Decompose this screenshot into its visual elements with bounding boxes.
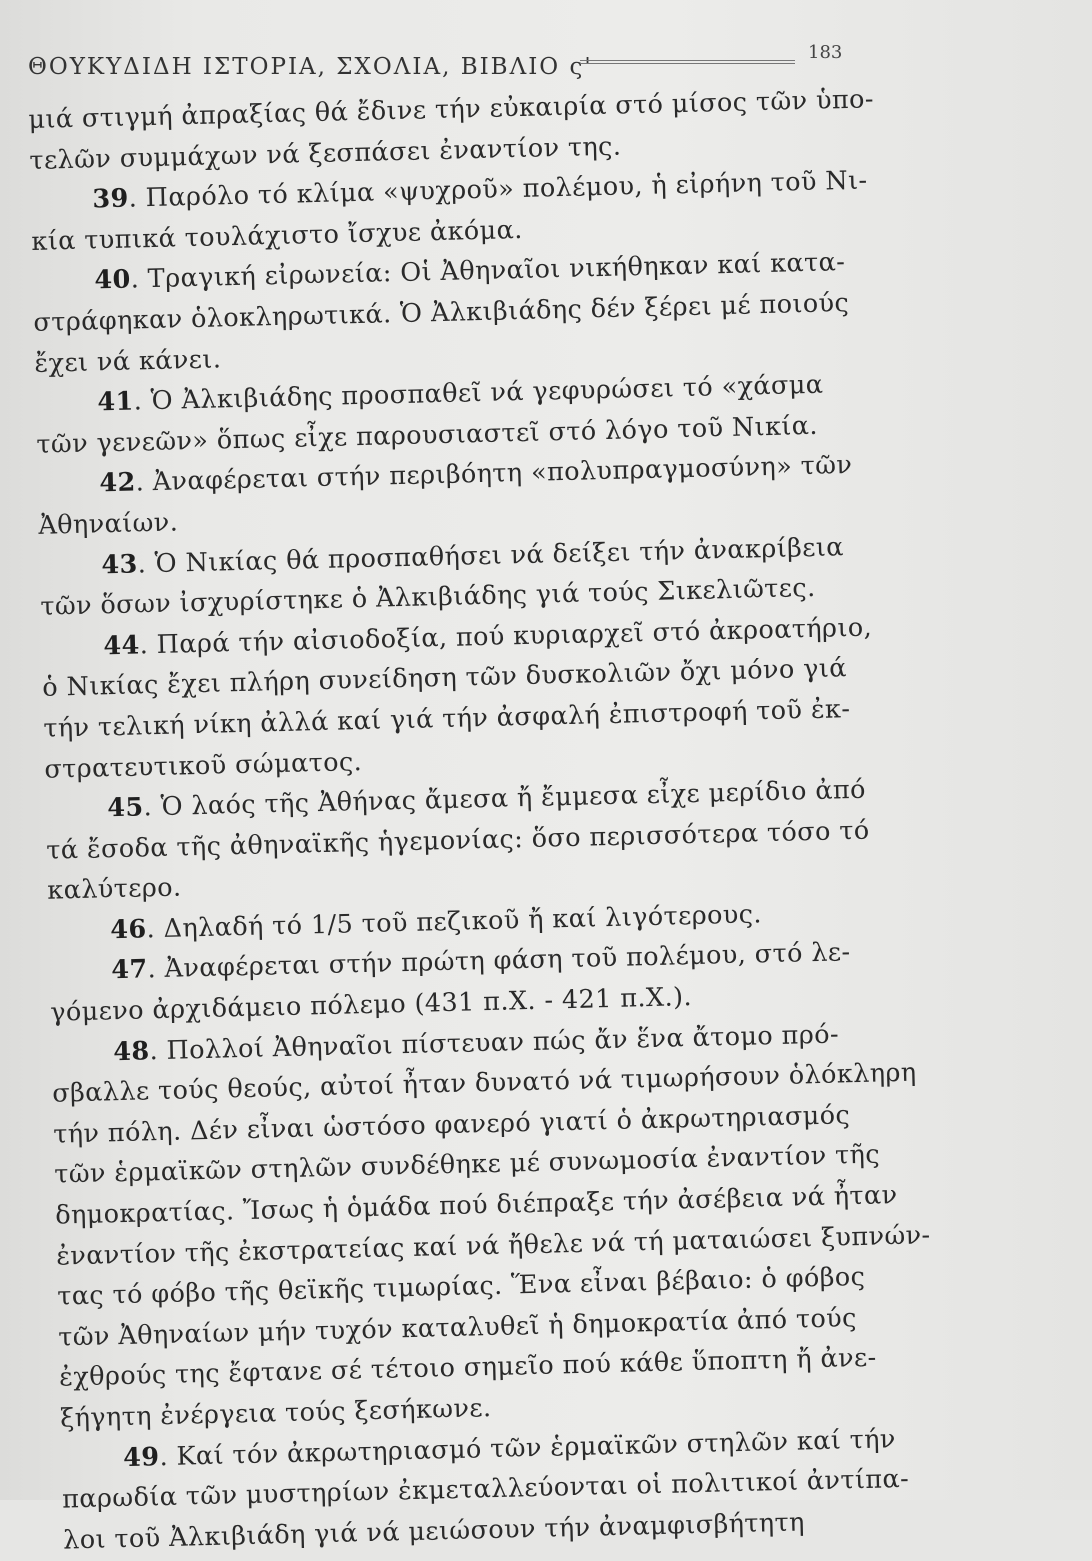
note-number: 49 — [122, 1441, 160, 1473]
line-text: ἔχει νά κάνει. — [34, 343, 222, 379]
line-text: . Καί τόν ἀκρωτηριασμό τῶν ἑρμαϊκῶν στηλῶν καί τήν — [159, 1423, 897, 1472]
page-number: 183 — [808, 42, 843, 63]
line-text: . Ἀναφέρεται στήν περιβόητη «πολυπραγμοσύνη» τῶν — [135, 450, 853, 498]
header-rule — [580, 60, 795, 64]
note-number: 43 — [101, 548, 139, 580]
line-text: τήν πόλη. Δέν εἶναι ὡστόσο φανερό γιατί ὁ ἀκρωτηριασμός — [52, 1100, 851, 1150]
note-number: 39 — [92, 183, 130, 215]
note-number: 40 — [94, 264, 132, 296]
note-number: 46 — [109, 914, 147, 946]
line-text: ἐναντίον τῆς ἐκστρατείας καί νά ἤθελε νά τή ματαιώσει ξυπνών- — [55, 1219, 931, 1272]
notes-body — [28, 80, 931, 1561]
line-text: τῶν Ἀθηναίων μήν τυχόν καταλυθεῖ ἡ δημοκρατία ἀπό τούς — [57, 1302, 858, 1353]
line-text: . Τραγική εἰρωνεία: Οἱ Ἀθηναῖοι νικήθηκαν καί κατα- — [130, 247, 846, 295]
note-number: 42 — [99, 467, 137, 499]
line-text: λοι τοῦ Ἀλκιβιάδη γιά νά μειώσουν τήν ἀναμφισβήτητη — [62, 1507, 806, 1556]
line-text: καλύτερο. — [46, 872, 182, 907]
line-text: στράφηκαν ὁλοκληρωτικά. Ὁ Ἀλκιβιάδης δέν ξέρει μέ ποιούς — [33, 287, 850, 338]
line-text: . Ἀναφέρεται στήν πρώτη φάση τοῦ πολέμου, στό λε- — [147, 937, 851, 985]
line-text: ξήγητη ἐνέργεια τούς ξεσήκωνε. — [59, 1393, 492, 1434]
line-text: τῶν γενεῶν» ὅπως εἶχε παρουσιαστεῖ στό λόγο τοῦ Νικία. — [36, 410, 819, 460]
line-text: . Πολλοί Ἀθηναῖοι πίστευαν πώς ἄν ἕνα ἄτομο πρό- — [149, 1019, 840, 1066]
line-text: τῶν ὅσων ἰσχυρίστηκε ὁ Ἀλκιβιάδης γιά τούς Σικελιῶτες. — [40, 573, 816, 622]
line-text: σβαλλε τούς θεούς, αὐτοί ἦταν δυνατό νά τιμωρήσουν ὁλόκληρη — [51, 1057, 917, 1109]
line-text: . Ὁ Νικίας θά προσπαθήσει νά δείξει τήν ἀνακρίβεια — [137, 531, 845, 579]
line-text: τήν τελική νίκη ἀλλά καί γιά τήν ἀσφαλή ἐπιστροφή τοῦ ἐκ- — [42, 694, 851, 744]
line-text: . Παρά τήν αἰσιοδοξία, πού κυριαρχεῖ στό ἀκροατήριο, — [139, 612, 873, 661]
line-text: Ἀθηναίων. — [38, 507, 179, 541]
note-number: 48 — [112, 1035, 150, 1067]
line-text: μιά στιγμή ἀπραξίας θά ἔδινε τήν εὐκαιρία στό μίσος τῶν ὑπο- — [28, 84, 875, 135]
line-text: τας τό φόβο τῆς θεϊκῆς τιμωρίας. Ἕνα εἶναι βέβαιο: ὁ φόβος — [56, 1262, 866, 1312]
line-text: ἐχθρούς της ἔφτανε σέ τέτοιο σημεῖο πού κάθε ὕποπτη ἤ ἀνε- — [58, 1343, 877, 1394]
running-header — [28, 42, 843, 88]
line-text: δημοκρατίας. Ἴσως ἡ ὁμάδα πού διέπραξε τήν ἀσέβεια νά ἦταν — [54, 1180, 898, 1231]
line-text: . Δηλαδή τό 1/5 τοῦ πεζικοῦ ἤ καί λιγότερους. — [146, 899, 763, 945]
line-text: ὁ Νικίας ἔχει πλήρη συνείδηση τῶν δυσκολιῶν ὄχι μόνο γιά — [42, 653, 848, 704]
note-number: 44 — [102, 630, 141, 662]
line-text: τελῶν συμμάχων νά ξεσπάσει ἐναντίον της. — [29, 131, 622, 176]
header-title: ΘΟΥΚΥΔΙΔΗ ΙΣΤΟΡΙΑ, ΣΧΟΛΙΑ, ΒΙΒΛΙΟ ς' — [28, 54, 593, 80]
line-text: . Ὁ Ἀλκιβιάδης προσπαθεῖ νά γεφυρώσει τό «χάσμα — [133, 369, 824, 417]
line-text: . Παρόλο τό κλίμα «ψυχροῦ» πολέμου, ἡ εἰρήνη τοῦ Νι- — [128, 165, 868, 214]
line-text: παρωδία τῶν μυστηρίων ἐκμεταλλεύονται οἱ πολιτικοί ἀντίπα- — [61, 1464, 910, 1515]
note-number: 41 — [97, 386, 135, 418]
line-text: στρατευτικοῦ σώματος. — [43, 746, 363, 785]
line-text: γόμενο ἀρχιδάμειο πόλεμο (431 π.Χ. - 421 π.Χ.). — [49, 982, 693, 1028]
line-text: . Ὁ λαός τῆς Ἀθήνας ἄμεσα ἤ ἔμμεσα εἶχε μερίδιο ἀπό — [143, 774, 867, 823]
line-text: κία τυπικά τουλάχιστο ἴσχυε ἀκόμα. — [31, 214, 524, 257]
note-number: 47 — [110, 954, 148, 986]
note-number: 45 — [106, 792, 144, 824]
line-text: τά ἔσοδα τῆς ἀθηναϊκῆς ἡγεμονίας: ὅσο περισσότερα τόσο τό — [45, 815, 870, 866]
line-text: τῶν ἑρμαϊκῶν στηλῶν συνδέθηκε μέ συνωμοσία ἐναντίον τῆς — [53, 1139, 881, 1191]
